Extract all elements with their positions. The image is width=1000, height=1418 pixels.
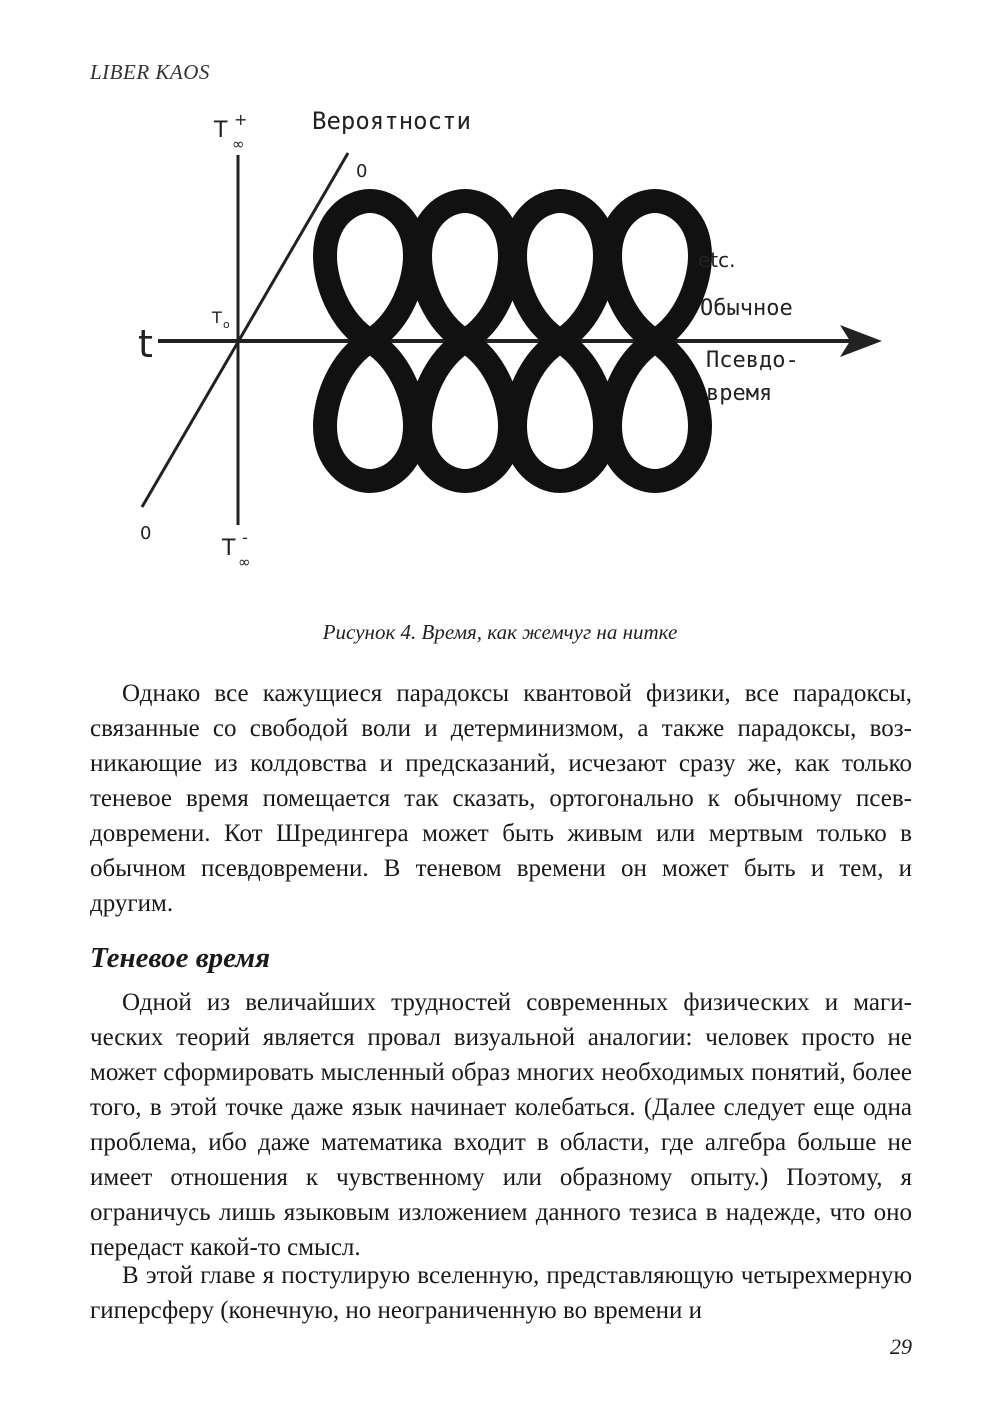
paragraph-text: Одной из величайших трудностей современных физических и магических теорий является провал визуальной аналогии: человек просто не может сформировать мысленный образ многих необходимых понятий, более того, в этой точке даже язык начинает колебаться. (Далее следует еще одна проблема, ибо даже математика входит в области, где алгебра больше не имеет отношения к чувственному или образному опыту.) Поэтому, я ограничусь лишь языковым изложением данного тезиса в надежде, что оно передаст какой-то смысл. xyxy=(90,989,912,1261)
label-t-top: T xyxy=(214,118,228,143)
paragraph xyxy=(90,1258,912,1328)
label-t-zero: T xyxy=(212,308,222,327)
paragraph xyxy=(90,985,912,1265)
label-t-bottom: T xyxy=(222,536,236,561)
label-t-top-sub: ∞ xyxy=(232,135,245,153)
running-head: LIBER KAOS xyxy=(90,60,210,84)
label-time: время xyxy=(706,381,773,406)
paragraph xyxy=(90,676,912,921)
label-t-top-sup: + xyxy=(234,110,248,129)
label-t-zero-sub: o xyxy=(223,318,230,331)
section-title: Теневое время xyxy=(90,942,271,974)
label-etc: etc. xyxy=(698,248,736,272)
paragraph-text: В этой главе я постулирую вселенную, представляющую четырехмерную гиперсферу (конечную, но неограниченную во времени и xyxy=(90,1262,912,1324)
label-zero-bottom: 0 xyxy=(140,523,152,544)
page-number: 29 xyxy=(890,1334,912,1359)
label-t-bottom-sub: ∞ xyxy=(238,553,251,571)
label-pseudo: Псевдо- xyxy=(706,348,799,373)
figure-caption: Рисунок 4. Время, как жемчуг на нитке xyxy=(322,620,678,644)
probability-line xyxy=(142,153,348,507)
label-t-axis: t xyxy=(138,322,153,366)
time-diagram xyxy=(120,95,900,595)
paragraph-text: Однако все кажущиеся парадоксы квантовой физики, все парадоксы, связанные со свободой воли и детерминизмом, а также парадоксы, возникающие из колдовства и предсказаний, исчезают сразу же, как только теневое время помещается так сказать, ортогонально к обычному псевдовремени. Кот Шредингера может быть живым или мертвым только в обычном псевдовремени. В теневом времени он может быть и тем, и другим. xyxy=(90,680,912,917)
label-probabilities: Вероятности xyxy=(312,107,471,135)
label-t-bottom-sup: - xyxy=(242,528,248,547)
label-zero-top: 0 xyxy=(356,161,368,182)
figure-time-pearls xyxy=(120,95,900,595)
label-ordinary: Обычное xyxy=(700,296,793,321)
